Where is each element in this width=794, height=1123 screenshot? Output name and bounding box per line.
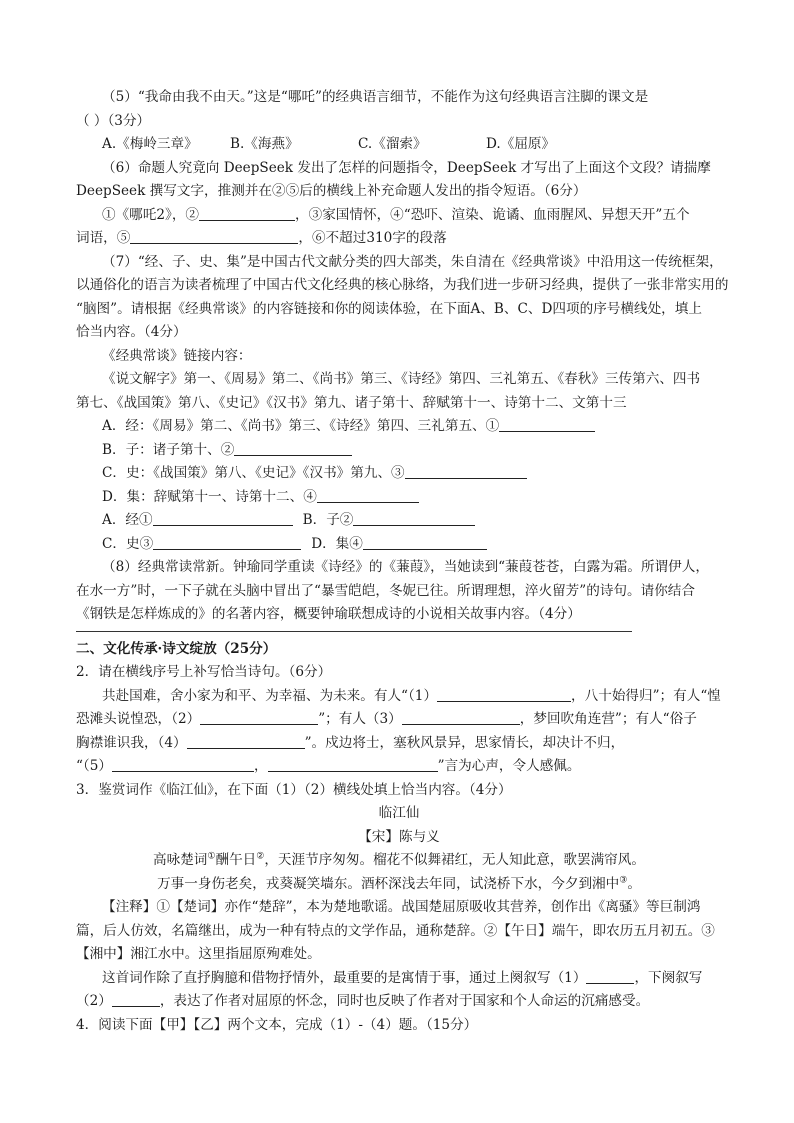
q7-answer-label-c: C．史③ xyxy=(102,535,154,552)
q7-answer-row-2 xyxy=(76,533,722,557)
q3-stem: 3．鉴赏词作《临江仙》，在下面（1）（2）横线处填上恰当内容。（4分） xyxy=(76,781,512,798)
poem-text: 。 xyxy=(627,875,641,892)
footnote-mark: ② xyxy=(256,851,265,862)
exam-page xyxy=(76,86,729,1037)
q5-option-b: B.《海燕》 xyxy=(230,136,299,152)
q8-stem-1: （8）经典常读常新。钟瑜同学重读《诗经》的《蒹葭》，当她读到“蒹葭苍苍，白露为霜。所谓伊人， xyxy=(102,559,709,575)
q2-text: ， xyxy=(254,758,268,774)
q5-options xyxy=(76,133,722,157)
answer-blank[interactable] xyxy=(112,757,254,772)
answer-blank[interactable] xyxy=(153,511,293,526)
poem-text: 酬午日 xyxy=(215,852,257,868)
answer-blank[interactable] xyxy=(199,206,295,221)
poem-note-3: 【湘中】湘江水中。这里指屈原殉难处。 xyxy=(76,946,321,962)
q6-stem-1: （6）命题人究竟向 DeepSeek 发出了怎样的问题指令，DeepSeek 才写出了上面这个文段？请揣摩 xyxy=(102,159,711,176)
q2-stem: 2．请在横线序号上补写恰当诗句。（6分） xyxy=(76,664,332,680)
q6-item-text: 词语，⑤ xyxy=(76,230,131,246)
q7-answer-label-a: A．经① xyxy=(102,512,153,528)
answer-blank[interactable] xyxy=(317,488,419,503)
poem-text: ，天涯节序匆匆。榴花不似舞裙红，无人知此意，歌罢满帘风。 xyxy=(264,852,645,868)
q7-link-2: 第七、《战国策》第八、《史记》《汉书》第九、诸子第十、辞赋第十一、诗第十二、文第十三 xyxy=(76,394,627,411)
q5-stem: （5）“我命由我不由天。”这是“哪吒”的经典语言细节，不能作为这句经典语言注脚的课文是 xyxy=(102,89,649,105)
section-heading: 二、文化传承·诗文绽放（25分） xyxy=(76,640,277,657)
poem-note-1: 【注释】①【楚词】亦作“楚辞”，本为楚地歌谣。战国楚屈原吸收其营养，创作出《离骚》等巨制鸿 xyxy=(102,899,701,915)
q7-item-b-text: B．子：诸子第十、② xyxy=(102,441,235,458)
q7-link-title: 《经典常谈》链接内容： xyxy=(102,347,252,364)
q2-text: “（5） xyxy=(76,758,112,774)
q3-analysis-text: ，下阕叙写 xyxy=(634,969,703,986)
answer-blank[interactable] xyxy=(130,229,298,244)
q7-item-a xyxy=(76,415,722,439)
answer-blank[interactable] xyxy=(268,757,438,772)
q7-item-b xyxy=(76,439,722,463)
q7-item-c-text: C．史：《战国策》第八、《史记》《汉书》第九、③ xyxy=(102,465,405,481)
q7-stem-1: （7）“经、子、史、集”是中国古代文献分类的四大部类，朱自清在《经典常谈》中沿用这一传统框架， xyxy=(102,253,723,270)
answer-blank[interactable] xyxy=(437,687,571,702)
q7-item-d-text: D．集：辞赋第十一、诗第十二、④ xyxy=(102,488,317,505)
q7-item-d xyxy=(76,486,722,510)
footnote-mark: ① xyxy=(207,851,216,862)
poem-text: 万事一身伤老矣，戎葵凝笑墙东。酒杯深浅去年同，试浇桥下水，今夕到湘中 xyxy=(157,875,620,892)
footnote-mark: ③ xyxy=(619,874,628,885)
answer-blank[interactable] xyxy=(234,441,352,456)
q6-stem-2: DeepSeek 撰写文字，推测并在②⑤后的横线上补充命题人发出的指令短语。（6分） xyxy=(76,183,587,199)
q2-text: ”。戍边将士，塞秋风景异，思家情长，却决计不归， xyxy=(304,734,625,751)
poem-author: 【宋】陈与义 xyxy=(358,828,440,845)
q2-text: 共赴国难，舍小家为和平、为幸福、为未来。有人“（1） xyxy=(102,687,438,704)
answer-blank[interactable] xyxy=(187,734,305,749)
q5-answer-paren: （ ）（3分） xyxy=(76,112,151,129)
poem-line-2 xyxy=(76,873,722,897)
q8-stem-2: 在水一方”时，一下子就在头脑中冒出了“暴雪皑皑，冬妮已往。所谓理想，淬火留芳”的诗句。请你结合 xyxy=(76,582,695,599)
q6-item-text: ，③家国情怀，④“恐吓、渲染、诡谲、血雨腥风、异想天开”五个 xyxy=(295,206,690,223)
answer-blank[interactable] xyxy=(200,710,318,725)
q8-stem-3: 《钢铁是怎样炼成的》的名著内容，概要钟瑜联想成诗的小说相关故事内容。（4分） xyxy=(76,606,581,622)
answer-blank[interactable] xyxy=(405,464,527,479)
q3-analysis-text: （2） xyxy=(76,993,112,1009)
answer-blank[interactable] xyxy=(153,535,301,550)
q7-item-c xyxy=(76,462,722,486)
q7-item-a-text: A．经：《周易》第二、《尚书》第三、《诗经》第四、三礼第五、① xyxy=(102,418,500,434)
q7-stem-3: “脑图”。请根据《经典常谈》的内容链接和你的阅读体验，在下面A、B、C、D四项的序号横线处，填上 xyxy=(76,300,702,317)
q7-answer-label-b: B．子② xyxy=(302,512,354,528)
q2-para-3 xyxy=(76,732,722,756)
q2-text: ，梦回吹角连营”；有人“俗子 xyxy=(519,711,697,727)
poem-line-1 xyxy=(76,849,722,873)
answer-blank[interactable] xyxy=(353,511,475,526)
q4-stem: 4．阅读下面【甲】【乙】两个文本，完成（1）-（4）题。（15分） xyxy=(76,1016,478,1033)
answer-line[interactable] xyxy=(76,631,632,632)
q2-para-2 xyxy=(76,708,722,732)
q3-analysis-text: ，表达了作者对屈原的怀念，同时也反映了作者对于国家和个人命运的沉痛感受。 xyxy=(159,993,650,1009)
q7-link-1: 《说文解字》第一、《周易》第二、《尚书》第三、《诗经》第四、三礼第五、《春秋》三传第六、四书 xyxy=(102,371,701,387)
q6-items-1 xyxy=(76,204,722,228)
q3-analysis-2 xyxy=(76,990,722,1014)
q7-answer-row-1 xyxy=(76,509,722,533)
q2-text: ”；有人（3） xyxy=(318,711,402,727)
q6-item-text: ①《哪吒2》，② xyxy=(102,206,200,223)
answer-blank[interactable] xyxy=(363,535,487,550)
poem-note-2: 篇，后人仿效，名篇继出，成为一种有特点的文学作品，通称楚辞。②【午日】端午，即农历五月初五。③ xyxy=(76,922,715,939)
poem-text: 高咏楚词 xyxy=(153,852,208,868)
q2-para-1 xyxy=(76,685,722,709)
q6-items-2 xyxy=(76,227,722,251)
q6-item-text: ，⑥不超过310字的段落 xyxy=(298,230,447,246)
q2-text: 恐滩头说惶恐，（2） xyxy=(76,711,201,727)
q2-para-4 xyxy=(76,755,722,779)
q5-option-c: C.《溜索》 xyxy=(358,136,427,152)
q3-analysis-1 xyxy=(76,967,722,991)
q7-stem-4: 恰当内容。（4分） xyxy=(76,324,187,340)
q2-text: 胸襟谁识我，（4） xyxy=(76,734,187,751)
q7-stem-2: 以通俗化的语言为读者梳理了中国古代文化经典的核心脉络，为我们进一步研习经典，提供了一张非常实用的 xyxy=(76,277,729,293)
q7-answer-label-d: D．集④ xyxy=(311,535,363,552)
q5-option-a: A.《梅岭三章》 xyxy=(102,136,198,152)
q5-option-d: D.《屈原》 xyxy=(486,136,556,152)
answer-blank[interactable] xyxy=(499,417,595,432)
answer-blank[interactable] xyxy=(112,992,160,1007)
q2-text: ，八十始得归”；有人“惶 xyxy=(571,687,721,704)
answer-blank[interactable] xyxy=(402,710,520,725)
answer-blank[interactable] xyxy=(586,969,634,984)
q2-text: ”言为心声，令人感佩。 xyxy=(437,758,581,774)
poem-title: 临江仙 xyxy=(378,805,420,821)
q3-analysis-text: 这首词作除了直抒胸臆和借物抒情外，最重要的是寓情于事，通过上阕叙写（1） xyxy=(102,969,587,986)
